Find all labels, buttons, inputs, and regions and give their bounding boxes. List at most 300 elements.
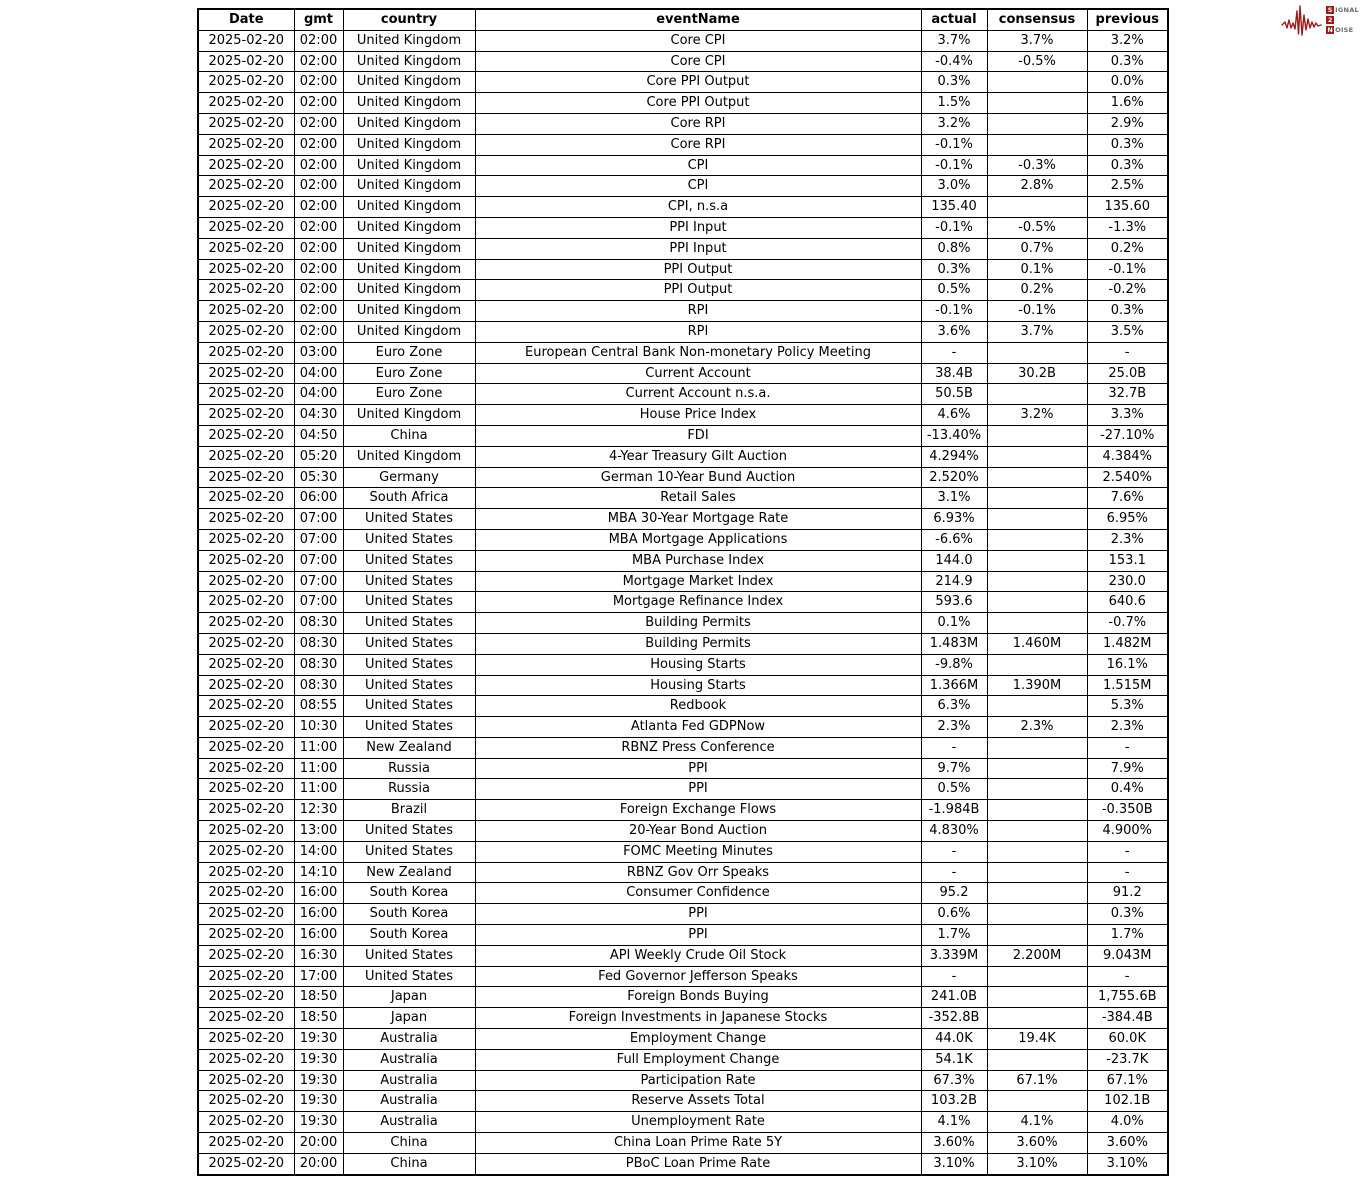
cell-gmt: 02:00 <box>294 280 343 301</box>
cell-actual: 144.0 <box>921 550 987 571</box>
table-row <box>198 1070 1168 1091</box>
cell-consensus <box>987 1049 1087 1070</box>
cell-previous: 4.0% <box>1087 1112 1168 1133</box>
cell-actual: 0.1% <box>921 613 987 634</box>
cell-event-name: PPI Output <box>475 280 921 301</box>
cell-country: United States <box>343 675 475 696</box>
cell-event-name: Core RPI <box>475 134 921 155</box>
cell-date: 2025-02-20 <box>198 446 294 467</box>
table-row <box>198 1091 1168 1112</box>
cell-date: 2025-02-20 <box>198 571 294 592</box>
cell-country: China <box>343 425 475 446</box>
cell-country: South Korea <box>343 904 475 925</box>
cell-consensus: -0.3% <box>987 155 1087 176</box>
table-row <box>198 384 1168 405</box>
cell-gmt: 02:00 <box>294 93 343 114</box>
cell-previous: 640.6 <box>1087 592 1168 613</box>
cell-consensus <box>987 800 1087 821</box>
cell-country: United States <box>343 529 475 550</box>
cell-previous: 0.4% <box>1087 779 1168 800</box>
table-row <box>198 197 1168 218</box>
cell-country: United Kingdom <box>343 321 475 342</box>
cell-previous: 0.3% <box>1087 155 1168 176</box>
cell-previous: 230.0 <box>1087 571 1168 592</box>
cell-consensus <box>987 550 1087 571</box>
cell-gmt: 02:00 <box>294 72 343 93</box>
cell-country: China <box>343 1133 475 1154</box>
cell-gmt: 02:00 <box>294 321 343 342</box>
table-row <box>198 280 1168 301</box>
table-row <box>198 446 1168 467</box>
table-row <box>198 904 1168 925</box>
table-row <box>198 987 1168 1008</box>
cell-country: Japan <box>343 1008 475 1029</box>
cell-country: United Kingdom <box>343 51 475 72</box>
cell-country: United Kingdom <box>343 93 475 114</box>
cell-date: 2025-02-20 <box>198 1153 294 1174</box>
cell-event-name: PPI <box>475 779 921 800</box>
cell-consensus <box>987 1008 1087 1029</box>
cell-previous: 0.2% <box>1087 238 1168 259</box>
table-row <box>198 613 1168 634</box>
cell-event-name: Core PPI Output <box>475 93 921 114</box>
cell-gmt: 02:00 <box>294 113 343 134</box>
cell-date: 2025-02-20 <box>198 696 294 717</box>
cell-consensus: -0.1% <box>987 301 1087 322</box>
cell-consensus <box>987 571 1087 592</box>
cell-date: 2025-02-20 <box>198 113 294 134</box>
cell-gmt: 08:30 <box>294 613 343 634</box>
cell-gmt: 20:00 <box>294 1153 343 1174</box>
table-row <box>198 113 1168 134</box>
cell-date: 2025-02-20 <box>198 529 294 550</box>
cell-event-name: Redbook <box>475 696 921 717</box>
cell-country: United Kingdom <box>343 155 475 176</box>
cell-gmt: 11:00 <box>294 779 343 800</box>
cell-consensus: -0.5% <box>987 217 1087 238</box>
cell-gmt: 16:30 <box>294 945 343 966</box>
cell-date: 2025-02-20 <box>198 654 294 675</box>
table-row <box>198 779 1168 800</box>
cell-actual: 2.3% <box>921 717 987 738</box>
logo-rest-ignal: IGNAL <box>1335 6 1359 14</box>
cell-event-name: PPI <box>475 904 921 925</box>
cell-consensus <box>987 966 1087 987</box>
column-header-consensus: consensus <box>987 9 1087 30</box>
cell-gmt: 06:00 <box>294 488 343 509</box>
cell-consensus <box>987 737 1087 758</box>
cell-consensus <box>987 821 1087 842</box>
cell-consensus <box>987 1091 1087 1112</box>
cell-date: 2025-02-20 <box>198 737 294 758</box>
cell-event-name: 4-Year Treasury Gilt Auction <box>475 446 921 467</box>
cell-previous: 7.9% <box>1087 758 1168 779</box>
cell-actual: 214.9 <box>921 571 987 592</box>
cell-date: 2025-02-20 <box>198 966 294 987</box>
cell-actual: 0.3% <box>921 72 987 93</box>
cell-consensus <box>987 613 1087 634</box>
cell-previous: -27.10% <box>1087 425 1168 446</box>
table-row <box>198 1133 1168 1154</box>
cell-gmt: 18:50 <box>294 987 343 1008</box>
cell-gmt: 04:50 <box>294 425 343 446</box>
table-row <box>198 1029 1168 1050</box>
cell-previous: 2.3% <box>1087 529 1168 550</box>
cell-consensus: 3.7% <box>987 30 1087 51</box>
cell-gmt: 08:30 <box>294 675 343 696</box>
cell-date: 2025-02-20 <box>198 217 294 238</box>
cell-previous: 7.6% <box>1087 488 1168 509</box>
cell-country: Russia <box>343 779 475 800</box>
table-row <box>198 509 1168 530</box>
cell-country: Russia <box>343 758 475 779</box>
cell-country: Australia <box>343 1091 475 1112</box>
cell-previous: 1.7% <box>1087 925 1168 946</box>
cell-event-name: PPI Input <box>475 217 921 238</box>
cell-consensus <box>987 779 1087 800</box>
cell-date: 2025-02-20 <box>198 197 294 218</box>
cell-date: 2025-02-20 <box>198 904 294 925</box>
cell-previous: 1.6% <box>1087 93 1168 114</box>
cell-event-name: API Weekly Crude Oil Stock <box>475 945 921 966</box>
cell-event-name: House Price Index <box>475 405 921 426</box>
cell-country: United States <box>343 945 475 966</box>
cell-event-name: Fed Governor Jefferson Speaks <box>475 966 921 987</box>
cell-previous: 2.9% <box>1087 113 1168 134</box>
cell-gmt: 16:00 <box>294 883 343 904</box>
cell-gmt: 11:00 <box>294 737 343 758</box>
cell-country: Australia <box>343 1070 475 1091</box>
cell-date: 2025-02-20 <box>198 1091 294 1112</box>
logo-line-noise <box>1326 26 1359 35</box>
cell-country: United Kingdom <box>343 446 475 467</box>
cell-consensus: 3.10% <box>987 1153 1087 1174</box>
cell-gmt: 19:30 <box>294 1049 343 1070</box>
cell-actual: 3.7% <box>921 30 987 51</box>
cell-country: South Korea <box>343 883 475 904</box>
cell-country: United States <box>343 717 475 738</box>
cell-gmt: 02:00 <box>294 30 343 51</box>
cell-previous: -1.3% <box>1087 217 1168 238</box>
cell-actual: 135.40 <box>921 197 987 218</box>
table-row <box>198 841 1168 862</box>
cell-date: 2025-02-20 <box>198 758 294 779</box>
cell-previous: 6.95% <box>1087 509 1168 530</box>
cell-gmt: 04:00 <box>294 384 343 405</box>
cell-event-name: European Central Bank Non-monetary Policy Meeting <box>475 342 921 363</box>
cell-consensus <box>987 696 1087 717</box>
cell-actual: 2.520% <box>921 467 987 488</box>
cell-date: 2025-02-20 <box>198 1029 294 1050</box>
logo-rest-oise: OISE <box>1335 26 1354 34</box>
cell-event-name: Core RPI <box>475 113 921 134</box>
cell-consensus: 4.1% <box>987 1112 1087 1133</box>
cell-event-name: Core CPI <box>475 30 921 51</box>
cell-consensus: 1.460M <box>987 633 1087 654</box>
table-row <box>198 571 1168 592</box>
cell-country: Euro Zone <box>343 342 475 363</box>
table-row <box>198 717 1168 738</box>
cell-country: United Kingdom <box>343 176 475 197</box>
cell-actual: 4.1% <box>921 1112 987 1133</box>
cell-consensus: 2.3% <box>987 717 1087 738</box>
cell-actual: 4.294% <box>921 446 987 467</box>
cell-previous: 3.60% <box>1087 1133 1168 1154</box>
table-row <box>198 93 1168 114</box>
cell-gmt: 07:00 <box>294 592 343 613</box>
cell-previous: -23.7K <box>1087 1049 1168 1070</box>
cell-event-name: MBA 30-Year Mortgage Rate <box>475 509 921 530</box>
cell-consensus: 3.7% <box>987 321 1087 342</box>
cell-actual: 9.7% <box>921 758 987 779</box>
cell-actual: 593.6 <box>921 592 987 613</box>
cell-country: Japan <box>343 987 475 1008</box>
cell-consensus: 67.1% <box>987 1070 1087 1091</box>
cell-event-name: RPI <box>475 321 921 342</box>
cell-gmt: 13:00 <box>294 821 343 842</box>
cell-previous: - <box>1087 862 1168 883</box>
cell-consensus <box>987 987 1087 1008</box>
table-row <box>198 217 1168 238</box>
table-row <box>198 321 1168 342</box>
cell-previous: 102.1B <box>1087 1091 1168 1112</box>
cell-country: United States <box>343 509 475 530</box>
cell-actual: 3.10% <box>921 1153 987 1174</box>
cell-date: 2025-02-20 <box>198 301 294 322</box>
cell-date: 2025-02-20 <box>198 987 294 1008</box>
waveform-icon <box>1281 3 1325 37</box>
cell-date: 2025-02-20 <box>198 30 294 51</box>
cell-gmt: 03:00 <box>294 342 343 363</box>
cell-consensus: 0.7% <box>987 238 1087 259</box>
table-row <box>198 945 1168 966</box>
cell-gmt: 16:00 <box>294 925 343 946</box>
cell-gmt: 04:00 <box>294 363 343 384</box>
cell-gmt: 19:30 <box>294 1070 343 1091</box>
cell-gmt: 14:00 <box>294 841 343 862</box>
logo-line-signal <box>1326 6 1359 15</box>
cell-event-name: MBA Mortgage Applications <box>475 529 921 550</box>
cell-date: 2025-02-20 <box>198 488 294 509</box>
cell-date: 2025-02-20 <box>198 945 294 966</box>
cell-consensus: 1.390M <box>987 675 1087 696</box>
cell-actual: 103.2B <box>921 1091 987 1112</box>
cell-previous: 0.3% <box>1087 134 1168 155</box>
cell-country: United Kingdom <box>343 259 475 280</box>
table-row <box>198 363 1168 384</box>
cell-date: 2025-02-20 <box>198 883 294 904</box>
cell-gmt: 02:00 <box>294 51 343 72</box>
cell-country: South Korea <box>343 925 475 946</box>
cell-event-name: Foreign Bonds Buying <box>475 987 921 1008</box>
cell-date: 2025-02-20 <box>198 384 294 405</box>
cell-gmt: 19:30 <box>294 1029 343 1050</box>
table-row <box>198 51 1168 72</box>
cell-previous: 25.0B <box>1087 363 1168 384</box>
cell-country: United Kingdom <box>343 197 475 218</box>
cell-gmt: 07:00 <box>294 550 343 571</box>
cell-date: 2025-02-20 <box>198 613 294 634</box>
cell-previous: 1,755.6B <box>1087 987 1168 1008</box>
cell-gmt: 10:30 <box>294 717 343 738</box>
cell-consensus <box>987 904 1087 925</box>
table-row <box>198 301 1168 322</box>
cell-event-name: Atlanta Fed GDPNow <box>475 717 921 738</box>
cell-event-name: CPI <box>475 155 921 176</box>
cell-consensus <box>987 342 1087 363</box>
cell-gmt: 16:00 <box>294 904 343 925</box>
cell-gmt: 14:10 <box>294 862 343 883</box>
cell-gmt: 05:20 <box>294 446 343 467</box>
cell-country: New Zealand <box>343 862 475 883</box>
cell-country: Australia <box>343 1112 475 1133</box>
cell-actual: -13.40% <box>921 425 987 446</box>
cell-event-name: RBNZ Gov Orr Speaks <box>475 862 921 883</box>
cell-actual: 4.6% <box>921 405 987 426</box>
cell-consensus <box>987 72 1087 93</box>
table-row <box>198 155 1168 176</box>
cell-previous: 32.7B <box>1087 384 1168 405</box>
cell-gmt: 19:30 <box>294 1112 343 1133</box>
cell-gmt: 08:30 <box>294 654 343 675</box>
cell-previous: 5.3% <box>1087 696 1168 717</box>
cell-consensus <box>987 425 1087 446</box>
cell-country: Germany <box>343 467 475 488</box>
cell-gmt: 02:00 <box>294 134 343 155</box>
cell-actual: 54.1K <box>921 1049 987 1070</box>
cell-gmt: 18:50 <box>294 1008 343 1029</box>
cell-date: 2025-02-20 <box>198 633 294 654</box>
cell-country: Brazil <box>343 800 475 821</box>
cell-gmt: 02:00 <box>294 301 343 322</box>
cell-actual: 1.5% <box>921 93 987 114</box>
cell-actual: 0.6% <box>921 904 987 925</box>
table-row <box>198 675 1168 696</box>
table-row <box>198 737 1168 758</box>
table-row <box>198 1153 1168 1174</box>
signal2noise-logo <box>1281 3 1359 37</box>
table-row <box>198 405 1168 426</box>
cell-actual: 4.830% <box>921 821 987 842</box>
cell-event-name: Foreign Investments in Japanese Stocks <box>475 1008 921 1029</box>
cell-date: 2025-02-20 <box>198 717 294 738</box>
cell-gmt: 02:00 <box>294 197 343 218</box>
cell-event-name: Current Account n.s.a. <box>475 384 921 405</box>
cell-actual: -1.984B <box>921 800 987 821</box>
cell-date: 2025-02-20 <box>198 176 294 197</box>
table-row <box>198 259 1168 280</box>
cell-event-name: Participation Rate <box>475 1070 921 1091</box>
cell-date: 2025-02-20 <box>198 72 294 93</box>
cell-actual: - <box>921 966 987 987</box>
cell-consensus: 2.200M <box>987 945 1087 966</box>
header-row <box>198 9 1168 30</box>
cell-event-name: Full Employment Change <box>475 1049 921 1070</box>
cell-event-name: China Loan Prime Rate 5Y <box>475 1133 921 1154</box>
cell-event-name: RBNZ Press Conference <box>475 737 921 758</box>
cell-previous: - <box>1087 737 1168 758</box>
cell-previous: 2.3% <box>1087 717 1168 738</box>
cell-date: 2025-02-20 <box>198 1008 294 1029</box>
cell-country: United States <box>343 654 475 675</box>
cell-actual: 241.0B <box>921 987 987 1008</box>
cell-date: 2025-02-20 <box>198 363 294 384</box>
cell-previous: 60.0K <box>1087 1029 1168 1050</box>
cell-date: 2025-02-20 <box>198 467 294 488</box>
cell-consensus <box>987 862 1087 883</box>
cell-actual: -9.8% <box>921 654 987 675</box>
cell-event-name: PPI <box>475 925 921 946</box>
cell-consensus <box>987 529 1087 550</box>
cell-previous: 91.2 <box>1087 883 1168 904</box>
table-row <box>198 883 1168 904</box>
cell-country: China <box>343 1153 475 1174</box>
cell-consensus <box>987 654 1087 675</box>
cell-previous: - <box>1087 966 1168 987</box>
table-row <box>198 238 1168 259</box>
cell-event-name: Reserve Assets Total <box>475 1091 921 1112</box>
cell-actual: 67.3% <box>921 1070 987 1091</box>
cell-actual: -0.1% <box>921 217 987 238</box>
cell-event-name: PPI Output <box>475 259 921 280</box>
cell-actual: 1.7% <box>921 925 987 946</box>
cell-gmt: 02:00 <box>294 155 343 176</box>
table-row <box>198 467 1168 488</box>
cell-previous: 153.1 <box>1087 550 1168 571</box>
table-row <box>198 1049 1168 1070</box>
cell-country: Australia <box>343 1049 475 1070</box>
cell-consensus <box>987 467 1087 488</box>
cell-consensus <box>987 488 1087 509</box>
cell-gmt: 07:00 <box>294 571 343 592</box>
cell-event-name: Consumer Confidence <box>475 883 921 904</box>
cell-actual: -0.1% <box>921 134 987 155</box>
cell-previous: -0.2% <box>1087 280 1168 301</box>
cell-country: Euro Zone <box>343 363 475 384</box>
cell-consensus <box>987 134 1087 155</box>
cell-actual: -0.1% <box>921 155 987 176</box>
cell-date: 2025-02-20 <box>198 425 294 446</box>
cell-event-name: CPI, n.s.a <box>475 197 921 218</box>
cell-event-name: Core PPI Output <box>475 72 921 93</box>
cell-country: United Kingdom <box>343 134 475 155</box>
cell-date: 2025-02-20 <box>198 280 294 301</box>
cell-previous: 0.3% <box>1087 301 1168 322</box>
table-row <box>198 1112 1168 1133</box>
cell-country: United States <box>343 592 475 613</box>
cell-actual: 3.339M <box>921 945 987 966</box>
cell-gmt: 02:00 <box>294 176 343 197</box>
cell-consensus <box>987 113 1087 134</box>
cell-country: United Kingdom <box>343 405 475 426</box>
cell-event-name: PBoC Loan Prime Rate <box>475 1153 921 1174</box>
cell-event-name: Building Permits <box>475 613 921 634</box>
cell-gmt: 02:00 <box>294 259 343 280</box>
cell-event-name: FDI <box>475 425 921 446</box>
cell-actual: -352.8B <box>921 1008 987 1029</box>
cell-previous: 3.2% <box>1087 30 1168 51</box>
cell-consensus <box>987 509 1087 530</box>
cell-gmt: 05:30 <box>294 467 343 488</box>
cell-consensus <box>987 841 1087 862</box>
cell-country: United Kingdom <box>343 72 475 93</box>
cell-date: 2025-02-20 <box>198 321 294 342</box>
cell-actual: 0.5% <box>921 280 987 301</box>
cell-actual: 0.5% <box>921 779 987 800</box>
column-header-event-name: eventName <box>475 9 921 30</box>
cell-consensus: -0.5% <box>987 51 1087 72</box>
table-row <box>198 488 1168 509</box>
